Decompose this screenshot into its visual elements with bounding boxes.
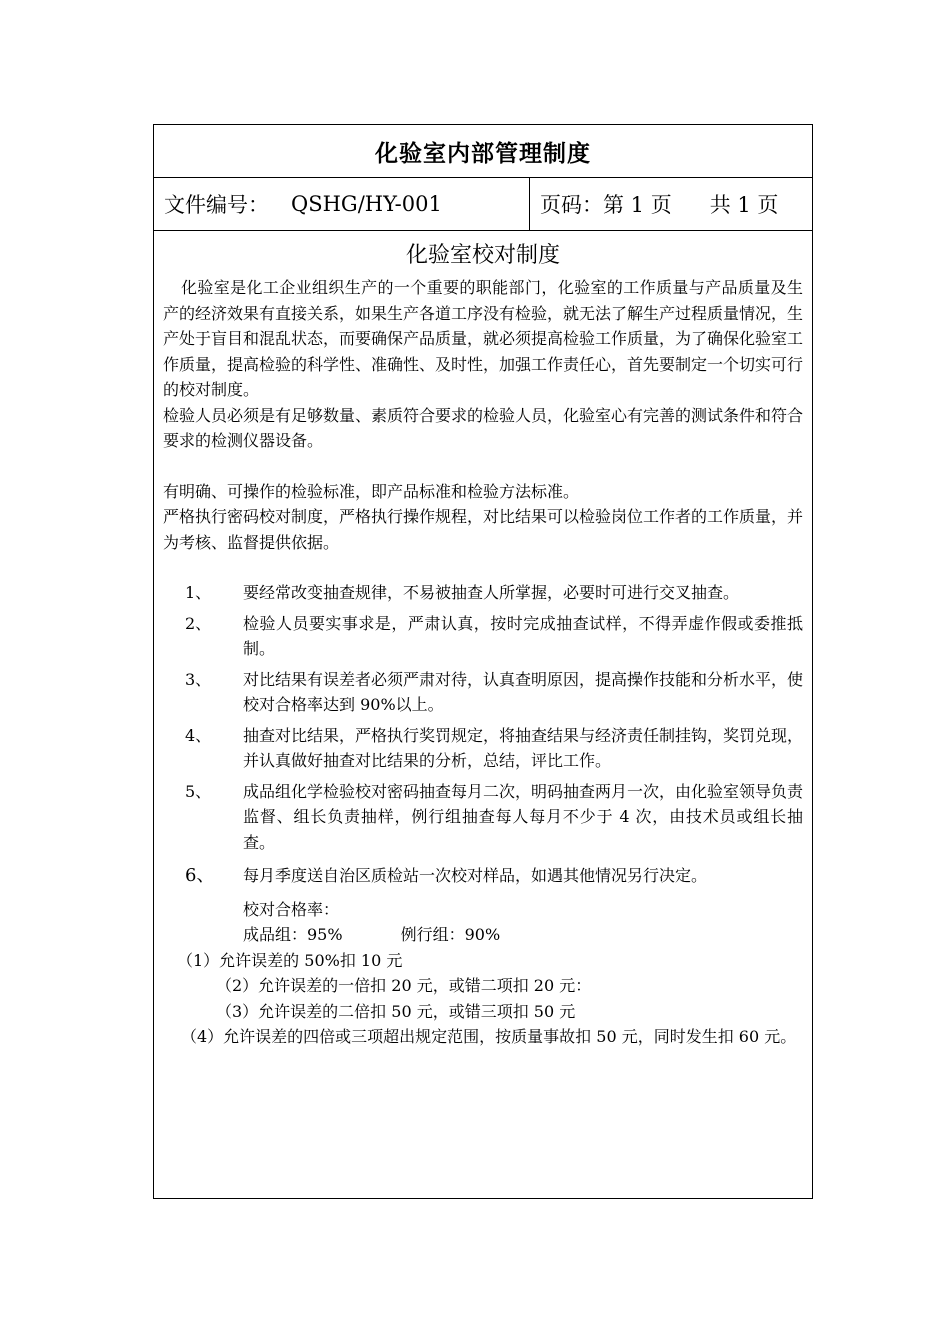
deduction-item: （1）允许误差的 50%扣 10 元 (177, 950, 403, 970)
list-item (163, 779, 803, 856)
document-body (154, 231, 812, 1050)
list-item (163, 667, 803, 718)
list-item (163, 580, 803, 606)
routine-group-rate: 例行组：90% (400, 925, 501, 944)
product-group-rate: 成品组：95% (243, 925, 343, 944)
file-number-cell (154, 178, 530, 230)
list-item-text: 成品组化学检验校对密码抽查每月二次，明码抽查两月一次，由化验室领导负责监督、组长负责抽样，例行组抽查每人每月不少于 4 次，由技术员或组长抽查。 (243, 781, 804, 852)
intro-paragraph: 化验室是化工企业组织生产的一个重要的职能部门，化验室的工作质量与产品质量及生产的经济效果有直接关系，如果生产各道工序没有检验，就无法了解生产过程质量情况，生产处于盲目和混乱状态，而要确保产品质量，就必须提高检验工作质量，为了确保化验室工作质量，提高检验的科学性、准确性、及时性，加强工作责任心，首先要制定一个切实可行的校对制度。 (163, 278, 804, 399)
list-item (163, 723, 803, 774)
meta-row (154, 178, 812, 231)
pass-rate-label: 校对合格率： (243, 899, 340, 919)
page-number-label: 页码：第 1 页 (540, 193, 672, 217)
list-item-text: 对比结果有误差者必须严肃对待，认真查明原因，提高操作技能和分析水平，使校对合格率达到 90%以上。 (243, 669, 804, 714)
staff-paragraph: 检验人员必须是有足够数量、素质符合要求的检验人员，化验室心有完善的测试条件和符合要求的检测仪器设备。 (163, 405, 804, 450)
list-item-text: 抽查对比结果，严格执行奖罚规定，将抽查结果与经济责任制挂钩，奖罚兑现，并认真做好抽查对比结果的分析，总结，评比工作。 (243, 725, 804, 770)
page-number-cell (530, 178, 812, 230)
deduction-item: （2）允许误差的一倍扣 20 元，或错二项扣 20 元： (216, 976, 592, 995)
file-number-label: 文件编号： (164, 193, 269, 217)
list-item-text: 检验人员要实事求是，严肃认真，按时完成抽查试样，不得弄虚作假或委推抵制。 (243, 613, 803, 658)
standards-paragraph: 有明确、可操作的检验标准，即产品标准和检验方法标准。 (163, 481, 580, 501)
list-item-number: 5、 (185, 781, 212, 801)
list-item-text: 每月季度送自治区质检站一次校对样品，如遇其他情况另行决定。 (243, 866, 708, 885)
list-item-number: 6、 (185, 865, 215, 886)
pass-rate-block (163, 897, 803, 948)
list-item-number: 1、 (185, 583, 212, 602)
header-title: 化验室内部管理制度 (154, 125, 812, 178)
list-item-number: 4、 (185, 725, 212, 745)
document-frame (153, 124, 813, 1199)
list-item-number: 2、 (185, 613, 212, 633)
list-item-text: 要经常改变抽查规律，不易被抽查人所掌握，必要时可进行交叉抽查。 (243, 583, 740, 602)
pass-rate-row (243, 922, 803, 948)
procedure-paragraph: 严格执行密码校对制度，严格执行操作规程，对比结果可以检验岗位工作者的工作质量，并为考核、监督提供依据。 (163, 507, 804, 552)
document-title: 化验室校对制度 (405, 243, 560, 268)
deduction-item: （4）允许误差的四倍或三项超出规定范围，按质量事故扣 50 元，同时发生扣 60 元。 (181, 1027, 797, 1046)
list-item-number: 3、 (185, 669, 212, 689)
file-number-value: QSHG/HY-001 (291, 192, 442, 216)
list-item (163, 611, 803, 662)
deduction-item: （3）允许误差的二倍扣 50 元，或错三项扣 50 元 (216, 1001, 576, 1021)
total-pages-label: 共 1 页 (709, 193, 779, 217)
list-item (163, 863, 803, 889)
